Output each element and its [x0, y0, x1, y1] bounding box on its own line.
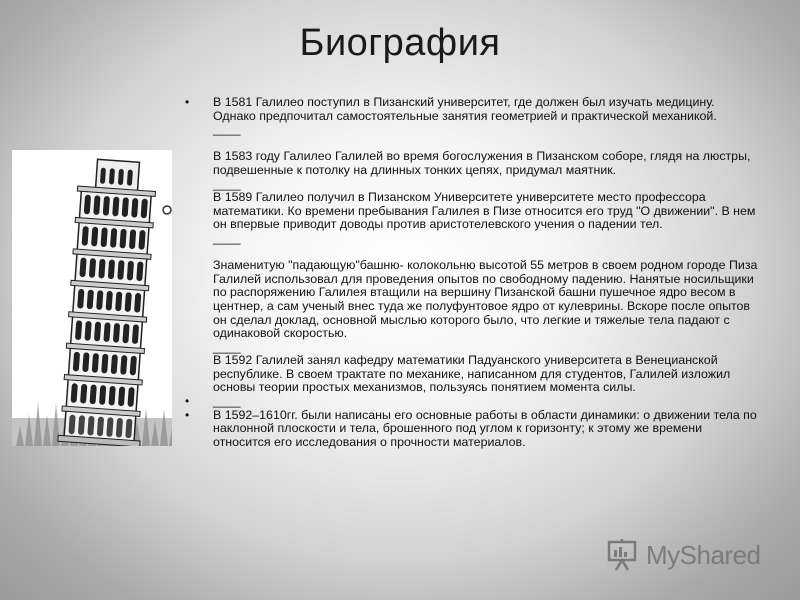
- bullet-marker: •: [185, 394, 190, 409]
- bullet-marker: •: [185, 95, 190, 109]
- biography-paragraph: Знаменитую "падающую"башню- колокольню высотой 55 метров в своем родном городе Пиза Галилей использовал для проведения опытов по свободному падению. Нанятые носильщики по распоряжению Галилея втащили на вершину Пизанской башни пушечное ядро весом в центнер, а сам ученый внес туда же полуфунтовое ядро от кулеврины. Вскоре после опытов он сделал доклад, основной мыслью которого было, что легкие и тяжелые тела падают с одинаковой скоростью.: [213, 258, 758, 341]
- tower-drawing: [12, 150, 172, 446]
- leaning-tower-of-pisa-image: [12, 150, 172, 446]
- separator-line: ____: [213, 176, 241, 191]
- bullet-item: [185, 96, 760, 395]
- tower-body: [58, 158, 160, 446]
- separator-line: ____: [213, 339, 241, 354]
- blank-line: [213, 246, 760, 260]
- blank-line: [213, 137, 760, 151]
- slide-title: Биография: [299, 22, 501, 64]
- biography-paragraph: В 1581 Галилео поступил в Пизанский университет, где должен был изучать медицину. Однако предпочитал самостоятельные занятия геометрией и практической механикой.: [213, 95, 717, 123]
- cannonball-shape: [163, 206, 171, 214]
- watermark-logo: [606, 535, 766, 575]
- separator-line: ____: [213, 122, 241, 137]
- bullet-list: [185, 96, 760, 449]
- bullet-item: [185, 409, 760, 450]
- watermark-text: MyShared: [646, 539, 761, 570]
- presentation-board-icon: [606, 538, 640, 572]
- bullet-item: [185, 395, 760, 409]
- biography-paragraph: В 1583 году Галилео Галилей во время богослужения в Пизанском соборе, глядя на люстры, подвешенные к потолку на длинных тонких цепях, придумал маятник.: [213, 149, 751, 177]
- biography-paragraph: В 1592 Галилей занял кафедру математики Падуанского университета в Венецианской республике. В своем трактате по механике, написанном для студентов, Галилей изложил основы теории простых механизмов, пользуясь понятием момента силы.: [213, 353, 731, 395]
- biography-paragraph: В 1589 Галилео получил в Пизанском Университете университете место профессора математики. Ко времени пребывания Галилея в Пизе относится его труд "О движении". В нем он впервые приводит доводы против аристотелевского учения о падении тел.: [213, 190, 756, 232]
- biography-paragraph: В 1592–1610гг. были написаны его основные работы в области динамики: о движении тела по наклонной плоскости и тела, брошенного под углом к горизонту; к этому же времени относится его исследования о прочности материалов.: [213, 407, 757, 449]
- bullet-marker: •: [185, 407, 190, 422]
- separator-line: ____: [213, 394, 241, 409]
- separator-line: ____: [213, 230, 241, 245]
